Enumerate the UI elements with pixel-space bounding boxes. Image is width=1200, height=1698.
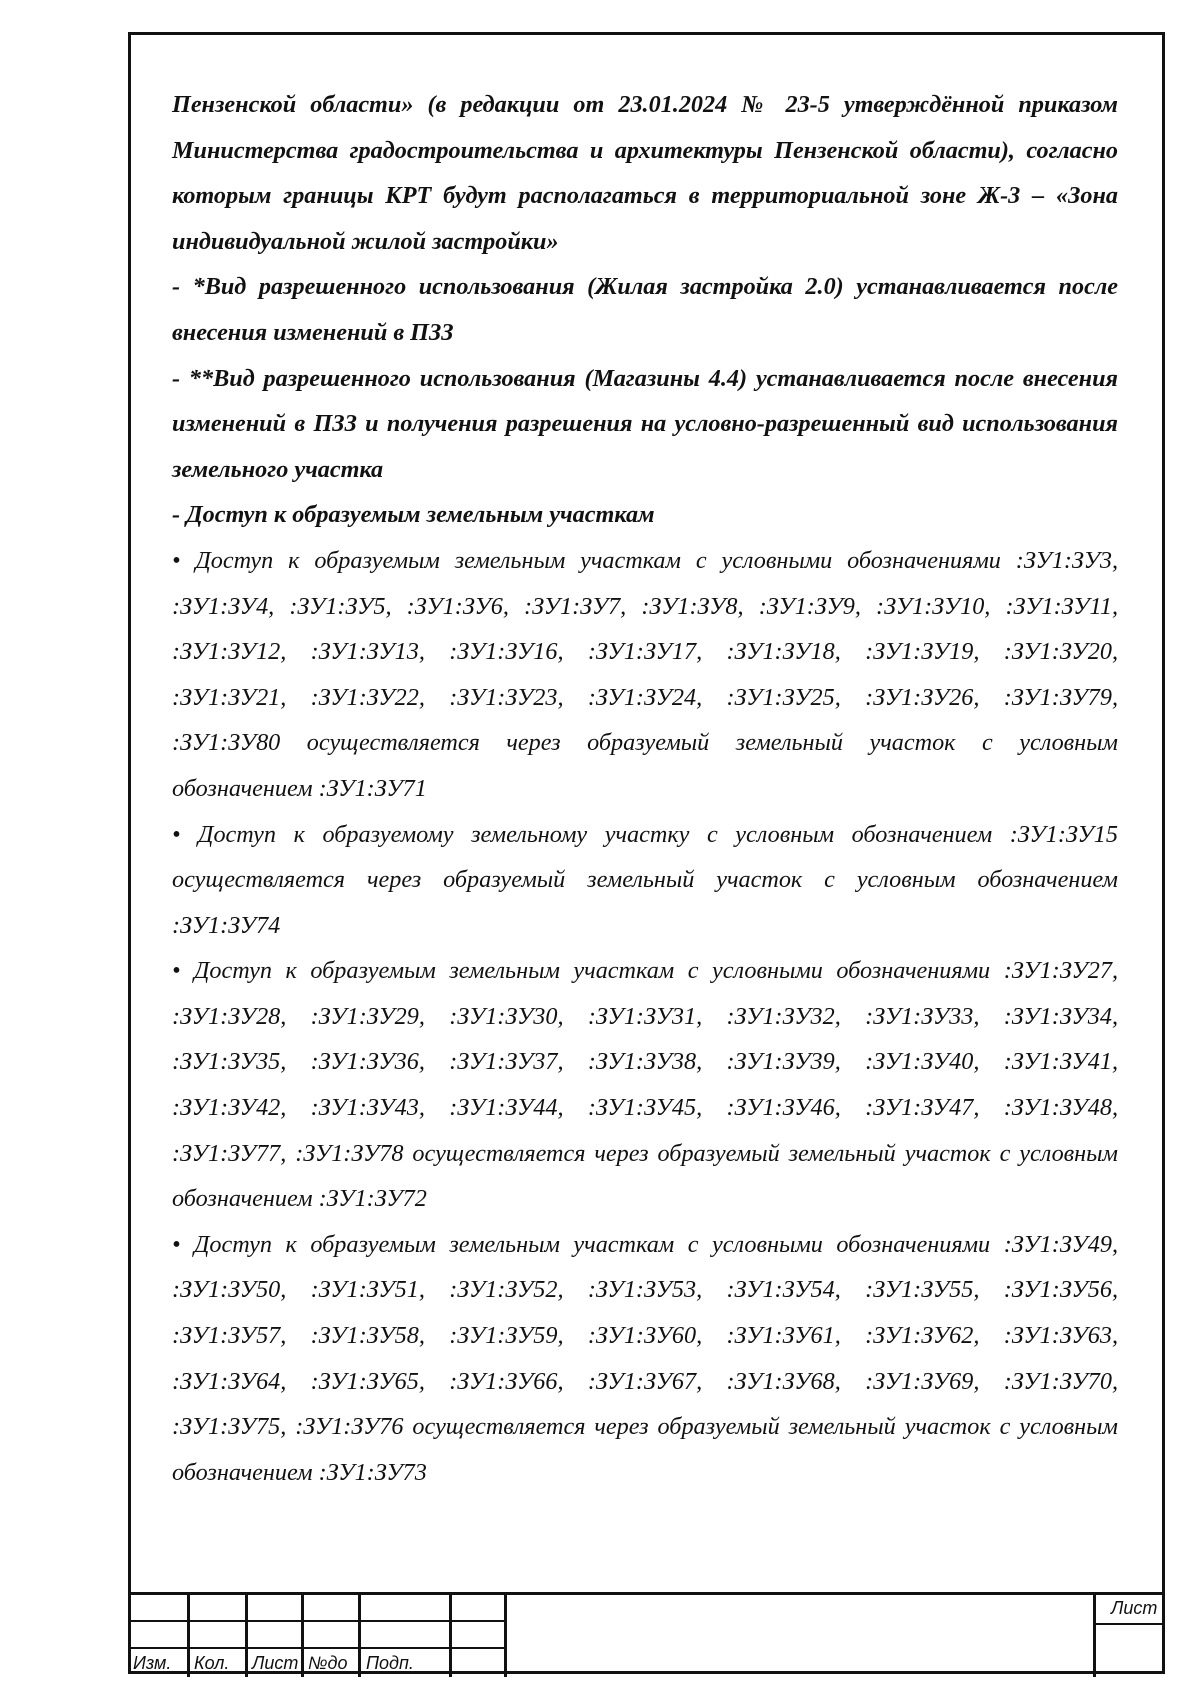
stamp-label-list: Лист bbox=[252, 1653, 299, 1673]
paragraph-access-zu73: • Доступ к образуемым земельным участкам с условными обозначениями :ЗУ1:ЗУ49, :ЗУ1:ЗУ50, :ЗУ1:ЗУ51, :ЗУ1:ЗУ52, :ЗУ1:ЗУ53, :ЗУ1:ЗУ54, :ЗУ1:ЗУ55, :ЗУ1:ЗУ56, :ЗУ1:ЗУ57, :ЗУ1:ЗУ58, :ЗУ1:ЗУ59, :ЗУ1:ЗУ60, :ЗУ1:ЗУ61, :ЗУ1:ЗУ62, :ЗУ1:ЗУ63, :ЗУ1:ЗУ64, :ЗУ1:ЗУ65, :ЗУ1:ЗУ66, :ЗУ1:ЗУ67, :ЗУ1:ЗУ68, :ЗУ1:ЗУ69, :ЗУ1:ЗУ70, :ЗУ1:ЗУ75, :ЗУ1:ЗУ76 осуществляется через образуемый земельный участок с условным обозначением :ЗУ1:ЗУ73 bbox=[172, 1230, 1118, 1486]
paragraph-access-zu71: • Доступ к образуемым земельным участкам с условными обозначениями :ЗУ1:ЗУ3, :ЗУ1:ЗУ4, :ЗУ1:ЗУ5, :ЗУ1:ЗУ6, :ЗУ1:ЗУ7, :ЗУ1:ЗУ8, :ЗУ1:ЗУ9, :ЗУ1:ЗУ10, :ЗУ1:ЗУ11, :ЗУ1:ЗУ12, :ЗУ1:ЗУ13, :ЗУ1:ЗУ16, :ЗУ1:ЗУ17, :ЗУ1:ЗУ18, :ЗУ1:ЗУ19, :ЗУ1:ЗУ20, :ЗУ1:ЗУ21, :ЗУ1:ЗУ22, :ЗУ1:ЗУ23, :ЗУ1:ЗУ24, :ЗУ1:ЗУ25, :ЗУ1:ЗУ26, :ЗУ1:ЗУ79, :ЗУ1:ЗУ80 осуществляется через образуемый земельный участок с условным обозначением :ЗУ1:ЗУ71 bbox=[172, 546, 1118, 802]
stamp-col-divider bbox=[504, 1595, 507, 1677]
paragraph-zoning-regulations: Пензенской области» (в редакции от 23.01.2024 № 23-5 утверждённой приказом Министерства градостроительства и архитектуры Пензенской области), согласно которым границы КРТ будут располагаться в территориальной зоне Ж-3 – «Зона индивидуальной жилой застройки» bbox=[172, 91, 1118, 255]
stamp-row-divider bbox=[1096, 1623, 1165, 1625]
paragraph-shops-use-note: - **Вид разрешенного использования (Магазины 4.4) устанавливается после внесения изменений в ПЗЗ и получения разрешения на условно-разрешенный вид использования земельного участка bbox=[172, 364, 1118, 483]
stamp-col-divider bbox=[245, 1595, 248, 1677]
stamp-col-divider bbox=[449, 1595, 452, 1677]
stamp-col-divider bbox=[1093, 1595, 1096, 1677]
stamp-label-podp: Подп. bbox=[366, 1653, 414, 1673]
paragraph-access-zu72: • Доступ к образуемым земельным участкам с условными обозначениями :ЗУ1:ЗУ27, :ЗУ1:ЗУ28, :ЗУ1:ЗУ29, :ЗУ1:ЗУ30, :ЗУ1:ЗУ31, :ЗУ1:ЗУ32, :ЗУ1:ЗУ33, :ЗУ1:ЗУ34, :ЗУ1:ЗУ35, :ЗУ1:ЗУ36, :ЗУ1:ЗУ37, :ЗУ1:ЗУ38, :ЗУ1:ЗУ39, :ЗУ1:ЗУ40, :ЗУ1:ЗУ41, :ЗУ1:ЗУ42, :ЗУ1:ЗУ43, :ЗУ1:ЗУ44, :ЗУ1:ЗУ45, :ЗУ1:ЗУ46, :ЗУ1:ЗУ47, :ЗУ1:ЗУ48, :ЗУ1:ЗУ77, :ЗУ1:ЗУ78 осуществляется через образуемый земельный участок с условным обозначением :ЗУ1:ЗУ72 bbox=[172, 957, 1118, 1213]
title-block bbox=[128, 1592, 1165, 1674]
document-body bbox=[172, 82, 1118, 1495]
paragraph-access-heading: - Доступ к образуемым земельным участкам bbox=[172, 501, 655, 529]
stamp-col-divider bbox=[301, 1595, 304, 1677]
stamp-col-divider bbox=[187, 1595, 190, 1677]
stamp-label-izm: Изм. bbox=[133, 1653, 172, 1673]
paragraph-access-zu74: • Доступ к образуемому земельному участку с условным обозначением :ЗУ1:ЗУ15 осуществляется через образуемый земельный участок с условным обозначением :ЗУ1:ЗУ74 bbox=[172, 820, 1118, 939]
stamp-sheet-label: Лист bbox=[1111, 1598, 1158, 1618]
stamp-label-ndoc: №до bbox=[308, 1653, 348, 1673]
stamp-label-kol: Кол. bbox=[194, 1653, 230, 1673]
stamp-col-divider bbox=[358, 1595, 361, 1677]
paragraph-residential-use-note: - *Вид разрешенного использования (Жилая застройка 2.0) устанавливается после внесения изменений в ПЗЗ bbox=[172, 273, 1118, 346]
